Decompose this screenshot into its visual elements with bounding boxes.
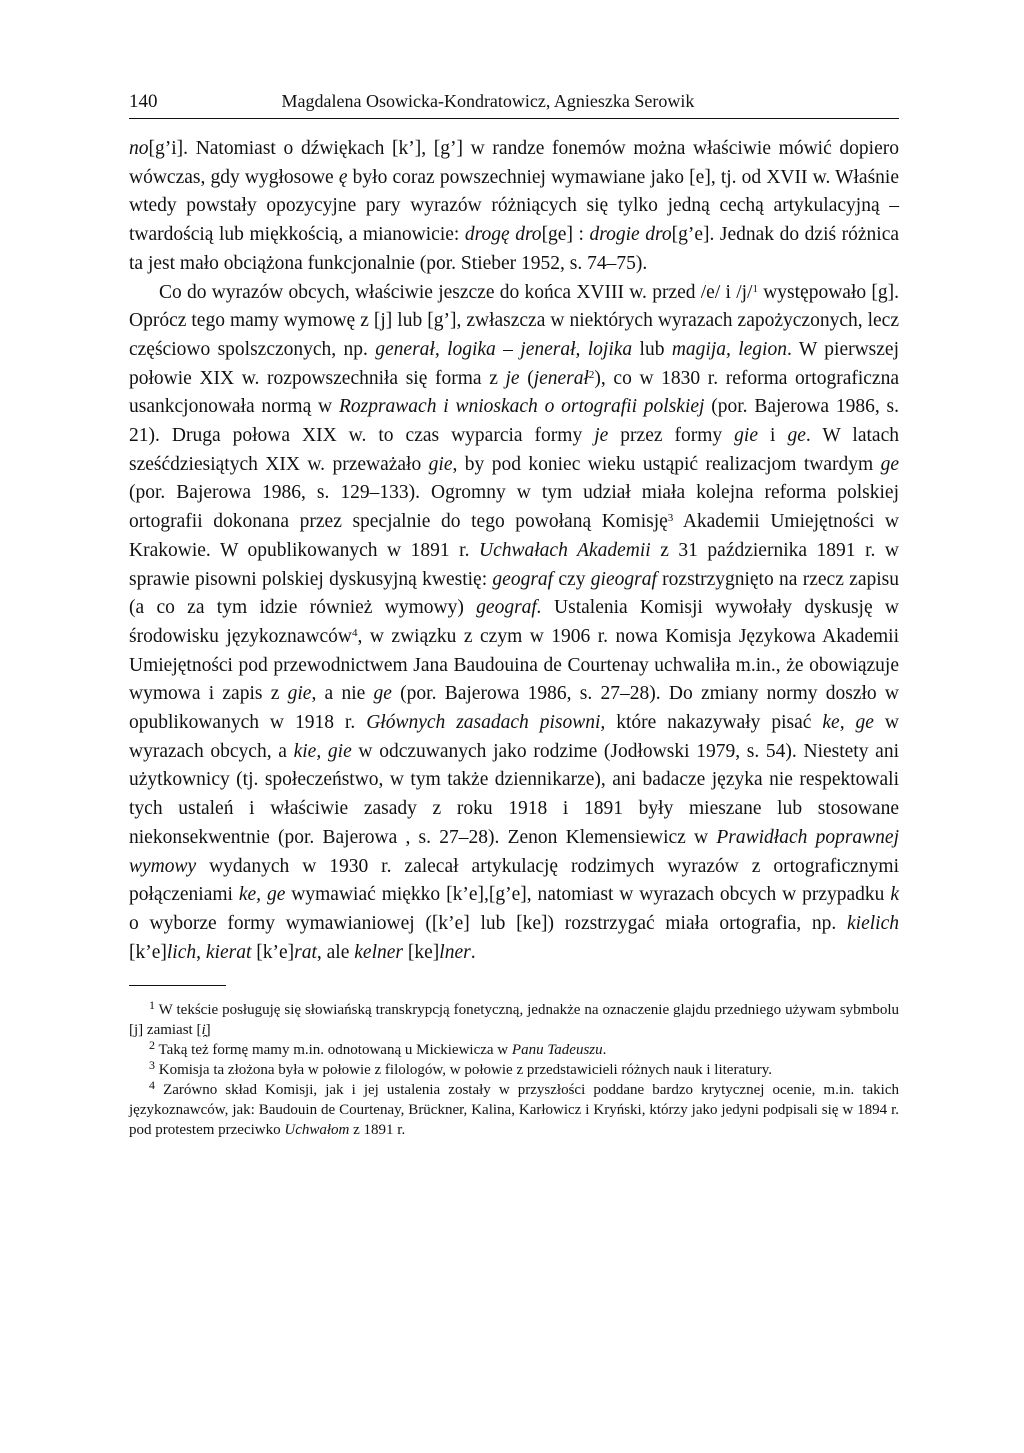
page-number: 140 [129,91,158,112]
italic-text: gie [287,683,312,705]
italic-text: Rozprawach i wnioskach o ortografii polskiej [338,396,705,418]
text-run: Akademii Umiejętności w Krakowie. W opublikowanych w 1891 r. [129,511,899,561]
text-run: występowało [g]. Oprócz tego mamy wymowę z [j] lub [g’], zwłaszcza w niektórych wyrazach zapożyczonych, lecz częściowo spolszczonych, np. [129,281,899,360]
text-run: , by pod koniec wieku ustąpić realizacjom twardym [452,453,881,475]
italic-text: Uchwałach Akademii [479,539,651,561]
italic-text: rat [294,941,317,963]
footnote-number: 4 [149,1078,155,1093]
running-head [129,88,899,114]
main-text [129,135,899,967]
running-head-authors: Magdalena Osowicka-Kondratowicz, Agnieszka Serowik [281,91,695,111]
italic-text: drogę dro [464,224,542,246]
italic-text: lner [439,941,471,963]
italic-text: ke, ge [238,884,286,906]
text-run: Komisja ta złożona była w połowie z filologów, w połowie z przedstawicieli różnych nauk i literatury. [155,1062,773,1079]
footnote-rule [129,985,226,986]
footnotes [129,1000,899,1140]
text-run: – [495,338,521,360]
footnote-number: 1 [149,998,155,1013]
text-run: o wyborze formy wymawianiowej ([k’e] lub [ke]) rozstrzygać miała ortografia, np. [129,912,848,934]
footnote-number: 3 [149,1058,155,1073]
italic-text: no [129,138,149,159]
text-run: . [470,941,476,963]
footnote-reference: 1 [752,282,758,295]
italic-text: lich [166,941,197,963]
italic-text: Uchwałom [284,1122,350,1139]
italic-text: je [594,425,609,447]
italic-text: geograf [492,568,554,590]
footnote-number: 2 [149,1038,155,1053]
text-run: [ge] : [541,224,590,246]
italic-text: gie [734,425,758,447]
text-run: rozstrzygnięto na rzecz zapisu (a co za tym idzie również wymowy) [129,568,899,619]
text-run: lub [632,338,672,360]
italic-text: k [890,884,899,906]
text-run: [g’e]. Jednak do dziś różnica ta jest mało obciążona funkcjonalnie (por. Stieber 1952, s. 74–75). [129,224,899,274]
italic-text: geograf. [476,597,542,619]
italic-text: Głównych zasadach pisowni, [366,712,606,734]
text-run: . W pierwszej połowie XIX w. rozpowszechniła się forma z [129,338,899,389]
italic-text: je [505,367,520,389]
text-run: . [602,1042,607,1059]
text-run: , ale [316,941,355,963]
text-run: . W latach sześćdziesiątych XIX w. przeważało [129,425,899,475]
footnote [129,1000,899,1040]
text-run: Ustalenia Komisji wywołały dyskusję w środowisku językoznawców [129,597,899,647]
footnote [129,1060,899,1080]
text-run: , a nie [311,683,374,705]
italic-text: ge [787,425,806,447]
italic-text: ge [373,683,392,705]
text-run: (por. Bajerowa 1986, s. 27–28). Do zmiany normy doszło w opublikowanych w 1918 r. [129,683,899,734]
italic-text: magija, legion [671,338,787,360]
text-run: Co do wyrazów obcych, właściwie jeszcze do końca XVIII w. przed /e/ i /j/ [159,281,753,303]
text-run: [k’e] [251,941,295,963]
text-run: ] [205,1022,211,1039]
italic-text: ke, ge [822,712,874,734]
italic-text: Prawidłach poprawnej wymowy [129,826,899,877]
italic-text: generał, logika [375,338,496,360]
text-run: W tekście posługuję się słowiańską transkrypcją fonetyczną, jednakże na oznaczenie glajdu przedniego używam sybmbolu [j] zamiast [ [129,1002,899,1039]
header-rule [129,118,899,119]
text-run: [k’e] [129,941,167,963]
italic-text: gie [428,453,453,475]
text-run: Zarówno skład Komisji, jak i jej ustalenia zostały w przyszłości poddane bardzo krytycznej ocenie, m.in. takich językoznawców, jak: Baudouin de Courtenay, Brückner, Kalina, Karłowicz i Kryński, którzy jako jedyni podpisali się w 1894 r. pod protestem przeciwko [129,1082,899,1139]
text-run: z 1891 r. [349,1122,406,1139]
text-run: Taką też formę mamy m.in. odnotowaną u Mickiewicza w [155,1042,512,1059]
text-run: wydanych w 1930 r. zalecał artykulację rodzimych wyrazów z ortograficznymi połączeniami [129,855,899,906]
footnote-reference: 3 [667,512,674,525]
italic-text: kierat [205,941,252,963]
footnote-reference: 4 [352,626,358,639]
italic-text: Panu Tadeuszu [511,1042,603,1059]
paragraph-1 [129,135,899,279]
text-run: i [758,425,788,447]
italic-text: kie, gie [293,740,352,762]
text-run: w wyrazach obcych, a [129,712,899,762]
italic-text: ę [338,166,348,188]
paragraph-2 [129,279,899,968]
text-run: które nakazywały pisać [605,712,823,734]
text-run: ( [519,367,534,389]
text-run: , w związku z czym w 1906 r. nowa Komisja Językowa Akademii Umiejętności pod przewodnictwem Jana Baudouina de Courtenay uchwaliła m.in., że obowiązuje wymowa i zapis z [129,625,900,705]
text-run: przez formy [608,425,735,447]
italic-text: kelner [354,941,403,963]
text-run: , [196,941,206,963]
italic-text: jenerał, lojika [520,338,633,360]
italic-text: jenerał [533,367,589,389]
italic-text: ge [880,453,899,475]
text-run: ), co w 1830 r. reforma ortograficzna usankcjonowała normą w [129,367,899,418]
italic-text: i̯ [201,1022,206,1039]
italic-text: kielich [847,912,899,934]
footnote-reference: 2 [588,368,595,381]
book-page [129,88,899,1140]
italic-text: drogie dro [589,224,672,246]
footnote [129,1040,899,1060]
text-run: [g’i]. Natomiast o dźwiękach [k’], [g’] w randze fonemów można właściwie mówić dopiero wówczas, gdy wygłosowe [129,138,899,188]
text-run: [ke] [403,941,440,963]
footnote [129,1080,899,1140]
text-run: (por. Bajerowa 1986, s. 21). Druga połowa XIX w. to czas wyparcia formy [129,396,900,447]
text-run: w odczuwanych jako rodzime (Jodłowski 1979, s. 54). Niestety ani użytkownicy (tj. społeczeństwo, w tym także dziennikarze), ani badacze języka nie respektowali tych ustaleń i właściwie zasady z roku 1918 i 1891 były mieszane lub stosowane niekonsekwentnie (por. Bajerowa , s. 27–28). Zenon Klemensiewicz w [129,740,899,848]
text-run: było coraz powszechniej wymawiane jako [e], tj. od XVII w. Właśnie wtedy powstały opozycyjne pary wyrazów różniących się tylko jedną cechą artykulacyjną – twardością lub miękkością, a mianowicie: [129,166,899,246]
text-run: (por. Bajerowa 1986, s. 129–133). Ogromny w tym udział miała kolejna reforma polskiej ortografii dokonana przez specjalnie do tego powołaną Komisję [129,482,899,533]
text-run: wymawiać miękko [k’e],[g’e], natomiast w wyrazach obcych w przypadku [285,884,891,906]
italic-text: gieograf [590,568,657,590]
text-run: z 31 października 1891 r. w sprawie pisowni polskiej dyskusyjną kwestię: [129,539,899,590]
text-run: czy [553,568,591,590]
